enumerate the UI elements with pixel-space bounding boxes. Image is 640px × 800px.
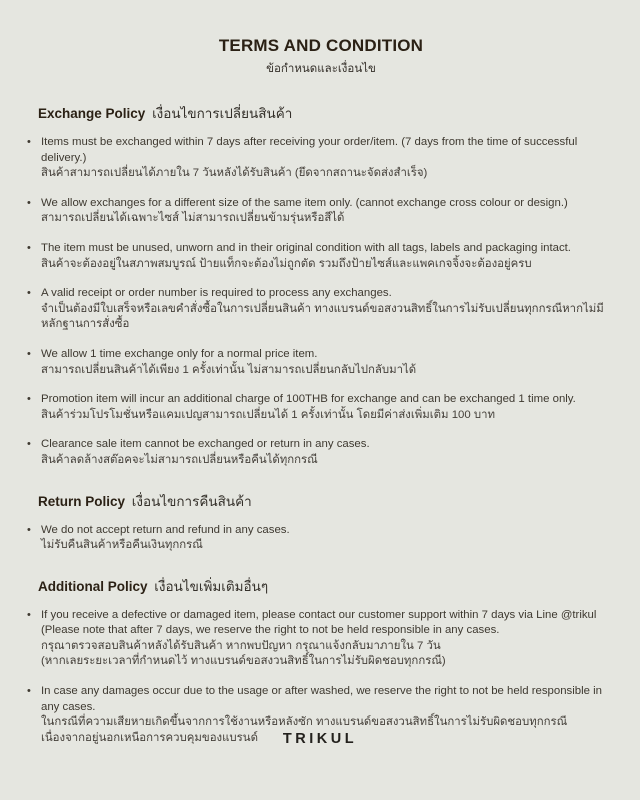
bullet-icon: • [27, 438, 31, 451]
bullet-icon: • [27, 136, 31, 148]
additional-policy-list [27, 608, 618, 747]
exchange-policy-heading-th: เงื่อนไขการเปลี่ยนสินค้า [152, 106, 293, 121]
bullet-text-th: สินค้าสามารถเปลี่ยนได้ภายใน 7 วันหลังได้รับสินค้า (ยึดจากสถานะจัดส่งสำเร็จ) [41, 167, 428, 180]
bullet-text-th: สินค้าจะต้องอยู่ในสภาพสมบูรณ์ ป้ายแท็กจะต้องไม่ถูกตัด รวมถึงป้ายไซส์และแพคเกจจิ้งจะต้องอยู่ครบ [41, 257, 532, 270]
section-exchange-policy [24, 105, 618, 469]
bullet-icon: • [27, 287, 31, 300]
bullet-text-en: The item must be unused, unworn and in their original condition with all tags, labels and packaging intact. [41, 241, 571, 254]
list-item [27, 347, 612, 378]
list-item [27, 523, 612, 554]
bullet-icon: • [27, 196, 31, 209]
list-item [27, 196, 612, 227]
bullet-text-en: We allow exchanges for a different size of the same item only. (cannot exchange cross colour or design.) [41, 196, 568, 209]
bullet-text-th: ไม่รับคืนสินค้าหรือคืนเงินทุกกรณี [41, 539, 203, 552]
bullet-text-th: สามารถเปลี่ยนสินค้าได้เพียง 1 ครั้งเท่านั้น ไม่สามารถเปลี่ยนกลับไปกลับมาได้ [41, 363, 417, 376]
bullet-text-th: (หากเลยระยะเวลาที่กำหนดไว้ ทางแบรนด์ขอสงวนสิทธิ์ในการไม่รับผิดชอบทุกกรณี) [41, 655, 446, 668]
return-policy-heading-th: เงื่อนไขการคืนสินค้า [131, 493, 252, 509]
bullet-icon: • [27, 347, 31, 360]
bullet-text-en: In case any damages occur due to the usage or after washed, we reserve the right to not be held responsible in any cases. [41, 685, 603, 713]
bullet-icon: • [27, 241, 31, 254]
list-item [27, 241, 612, 272]
additional-policy-heading [38, 578, 618, 595]
list-item [27, 286, 612, 333]
bullet-text-en: Promotion item will incur an additional charge of 100THB for exchange and can be exchanged 1 time only. [41, 393, 576, 406]
bullet-text-en: If you receive a defective or damaged item, please contact our customer support within 7 days via Line @trikul (Please note that after 7 days, we reserve the right to not be held responsible in any cases. [41, 608, 597, 637]
page-subtitle-thai: ข้อกำหนดและเงื่อนไข [266, 63, 376, 75]
bullet-text-th: จำเป็นต้องมีใบเสร็จหรือเลขคำสั่งซื้อในการเปลี่ยนสินค้า ทางแบรนด์ขอสงวนสิทธิ์ในการไม่รับเปลี่ยนทุกกรณีหากไม่มีหลักฐานการสั่งซื้อ [41, 302, 604, 331]
exchange-policy-list [27, 135, 618, 469]
bullet-icon: • [27, 523, 31, 536]
exchange-policy-heading-en: Exchange Policy [38, 106, 146, 121]
brand-logo: TRIKUL [282, 731, 358, 747]
bullet-text-en: A valid receipt or order number is required to process any exchanges. [41, 287, 392, 300]
bullet-icon: • [27, 685, 31, 698]
return-policy-heading-en: Return Policy [38, 493, 126, 509]
list-item [27, 392, 612, 423]
bullet-text-th: กรุณาตรวจสอบสินค้าหลังได้รับสินค้า หากพบปัญหา กรุณาแจ้งกลับมาภายใน 7 วัน [41, 639, 441, 652]
document-footer [0, 730, 640, 748]
list-item [27, 437, 612, 468]
list-item [27, 135, 612, 182]
document-header [24, 36, 618, 78]
bullet-text-en: We do not accept return and refund in any cases. [41, 523, 290, 536]
bullet-text-th: สามารถเปลี่ยนได้เฉพาะไซส์ ไม่สามารถเปลี่ยนข้ามรุ่นหรือสีได้ [41, 212, 345, 225]
return-policy-list [27, 523, 618, 554]
list-item [27, 608, 612, 670]
return-policy-heading [38, 493, 618, 510]
bullet-text-en: Clearance sale item cannot be exchanged or return in any cases. [41, 438, 370, 451]
additional-policy-heading-en: Additional Policy [38, 578, 148, 594]
bullet-text-en: We allow 1 time exchange only for a normal price item. [41, 347, 318, 360]
bullet-text-th: เนื่องจากอยู่นอกเหนือการควบคุมของแบรนด์ [41, 731, 258, 744]
exchange-policy-heading [38, 105, 618, 122]
bullet-text-th: ในกรณีที่ความเสียหายเกิดขึ้นจากการใช้งานหรือหลังซัก ทางแบรนด์ขอสงวนสิทธิ์ในการไม่รับผิดชอบทุกกรณี [41, 716, 568, 729]
section-return-policy [24, 493, 618, 554]
bullet-icon: • [27, 393, 31, 406]
bullet-text-en: Items must be exchanged within 7 days after receiving your order/item. (7 days from the time of successful delivery.) [41, 136, 578, 164]
section-additional-policy [24, 578, 618, 747]
bullet-icon: • [27, 608, 31, 621]
bullet-text-th: สินค้าร่วมโปรโมชั่นหรือแคมเปญสามารถเปลี่ยนได้ 1 ครั้งเท่านั้น โดยมีค่าส่งเพิ่มเติม 100 บาท [41, 408, 496, 421]
additional-policy-heading-th: เงื่อนไขเพิ่มเติมอื่นๆ [154, 578, 269, 594]
page-title: TERMS AND CONDITION [218, 36, 424, 55]
bullet-text-th: สินค้าลดล้างสต๊อคจะไม่สามารถเปลี่ยนหรือคืนได้ทุกกรณี [41, 453, 318, 466]
